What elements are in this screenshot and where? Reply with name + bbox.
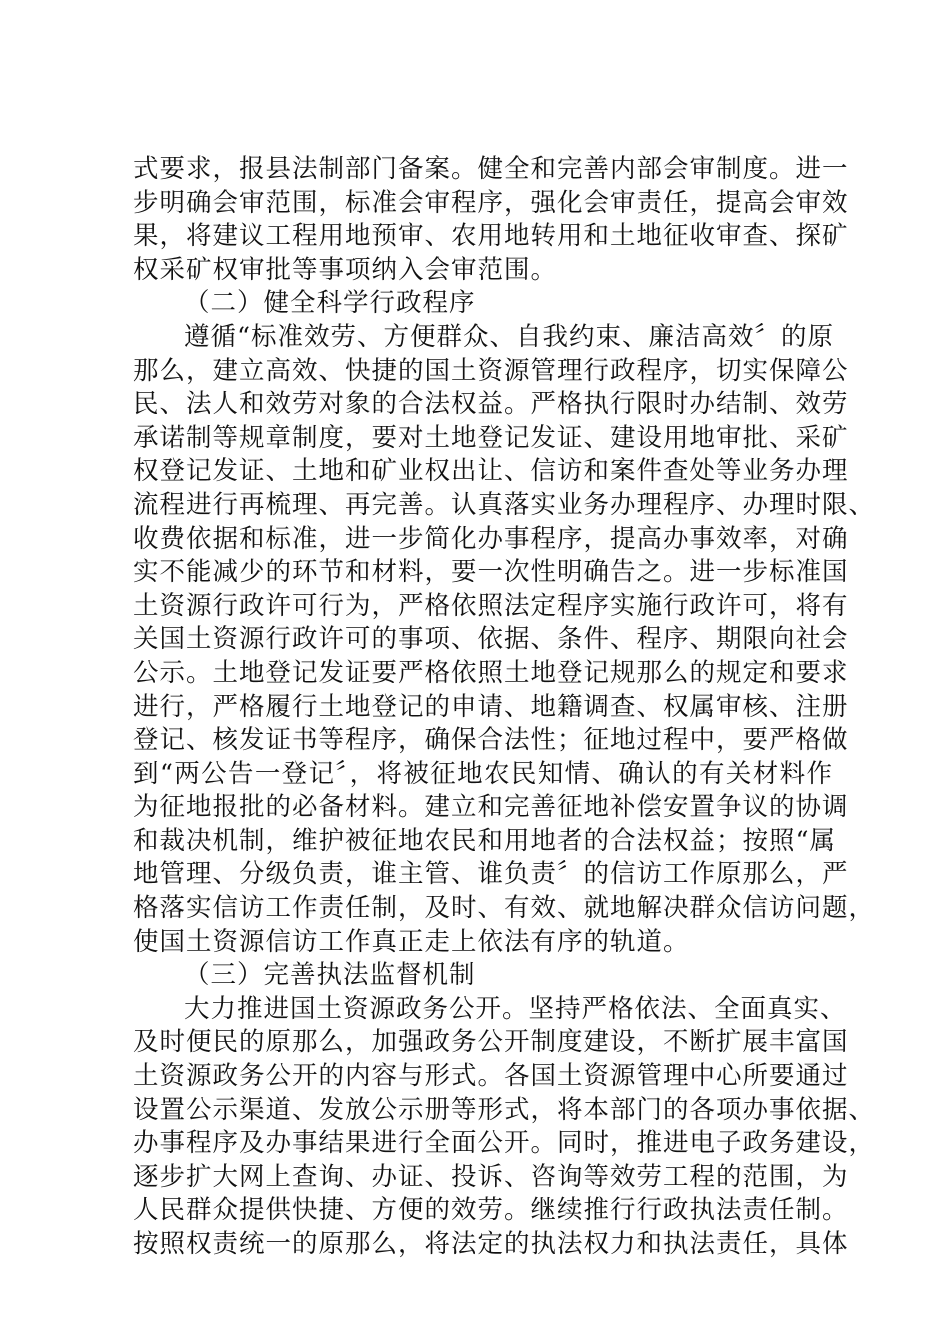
text-line: 办事程序及办事结果进行全面公开。同时，推进电子政务建设， (133, 1128, 876, 1159)
text-line: 使国土资源信访工作真正走上依法有序的轨道。 (133, 926, 690, 957)
text-line: 权登记发证、土地和矿业权出让、信访和案件查处等业务办理 (133, 456, 849, 487)
text-line: 民、法人和效劳对象的合法权益。严格执行限时办结制、效劳 (133, 389, 849, 420)
text-line: 逐步扩大网上查询、办证、投诉、咨询等效劳工程的范围，为 (133, 1161, 849, 1192)
text-line: 为征地报批的必备材料。建立和完善征地补偿安置争议的协调 (133, 792, 849, 823)
text-line: 遵循“标准效劳、方便群众、自我约束、廉洁高效〞的原 (184, 321, 835, 352)
text-line: 式要求，报县法制部门备案。健全和完善内部会审制度。进一 (133, 154, 849, 184)
text-line: 收费依据和标准，进一步简化办事程序，提高办事效率，对确 (133, 523, 849, 554)
text-line: 及时便民的原那么，加强政务公开制度建设，不断扩展丰富国 (133, 1027, 849, 1058)
text-line: 大力推进国土资源政务公开。坚持严格依法、全面真实、 (184, 993, 847, 1024)
text-line: 承诺制等规章制度，要对土地登记发证、建设用地审批、采矿 (133, 422, 849, 453)
text-line: 权采矿权审批等事项纳入会审范围。 (133, 254, 558, 285)
text-line: 设置公示渠道、发放公示册等形式，将本部门的各项办事依据、 (133, 1094, 876, 1125)
text-line: 格落实信访工作责任制，及时、有效、就地解决群众信访问题， (133, 893, 876, 924)
section-heading-2 (133, 287, 833, 321)
text-line: 人民群众提供快捷、方便的效劳。继续推行行政执法责任制。 (133, 1195, 849, 1226)
heading-text: （二）健全科学行政程序 (184, 288, 476, 319)
text-line: 那么，建立高效、快捷的国土资源管理行政程序，切实保障公 (133, 355, 849, 386)
text-line: 步明确会审范围，标准会审程序，强化会审责任，提高会审效 (133, 187, 849, 218)
paragraph-continued (133, 153, 849, 287)
section-heading-3 (133, 959, 833, 993)
text-line: 和裁决机制，维护被征地农民和用地者的合法权益；按照“属 (133, 825, 837, 856)
paragraph-law-enforcement-supervision (133, 993, 876, 1262)
text-line: 果，将建议工程用地预审、农用地转用和土地征收审查、探矿 (133, 221, 849, 252)
text-line: 实不能减少的环节和材料，要一次性明确告之。进一步标准国 (133, 557, 849, 588)
text-line: 流程进行再梳理、再完善。认真落实业务办理程序、办理时限、 (133, 489, 876, 520)
paragraph-administrative-procedure (133, 321, 876, 959)
text-line: 土资源政务公开的内容与形式。各国土资源管理中心所要通过 (133, 1061, 849, 1092)
text-line: 公示。土地登记发证要严格依照土地登记规那么的规定和要求 (133, 657, 849, 688)
text-line: 按照权责统一的原那么，将法定的执法权力和执法责任，具体 (133, 1229, 849, 1259)
heading-text: （三）完善执法监督机制 (184, 960, 476, 991)
text-line: 土资源行政许可行为，严格依照法定程序实施行政许可，将有 (133, 590, 849, 621)
text-line: 关国土资源行政许可的事项、依据、条件、程序、期限向社会 (133, 624, 849, 655)
document-body (133, 153, 876, 1262)
text-line: 到“两公告一登记〞，将被征地农民知情、确认的有关材料作 (133, 758, 833, 789)
text-line: 登记、核发证书等程序，确保合法性；征地过程中，要严格做 (133, 725, 849, 756)
text-line: 进行，严格履行土地登记的申请、地籍调查、权属审核、注册 (133, 691, 849, 722)
text-line: 地管理、分级负责，谁主管、谁负责〞的信访工作原那么，严 (133, 859, 849, 890)
